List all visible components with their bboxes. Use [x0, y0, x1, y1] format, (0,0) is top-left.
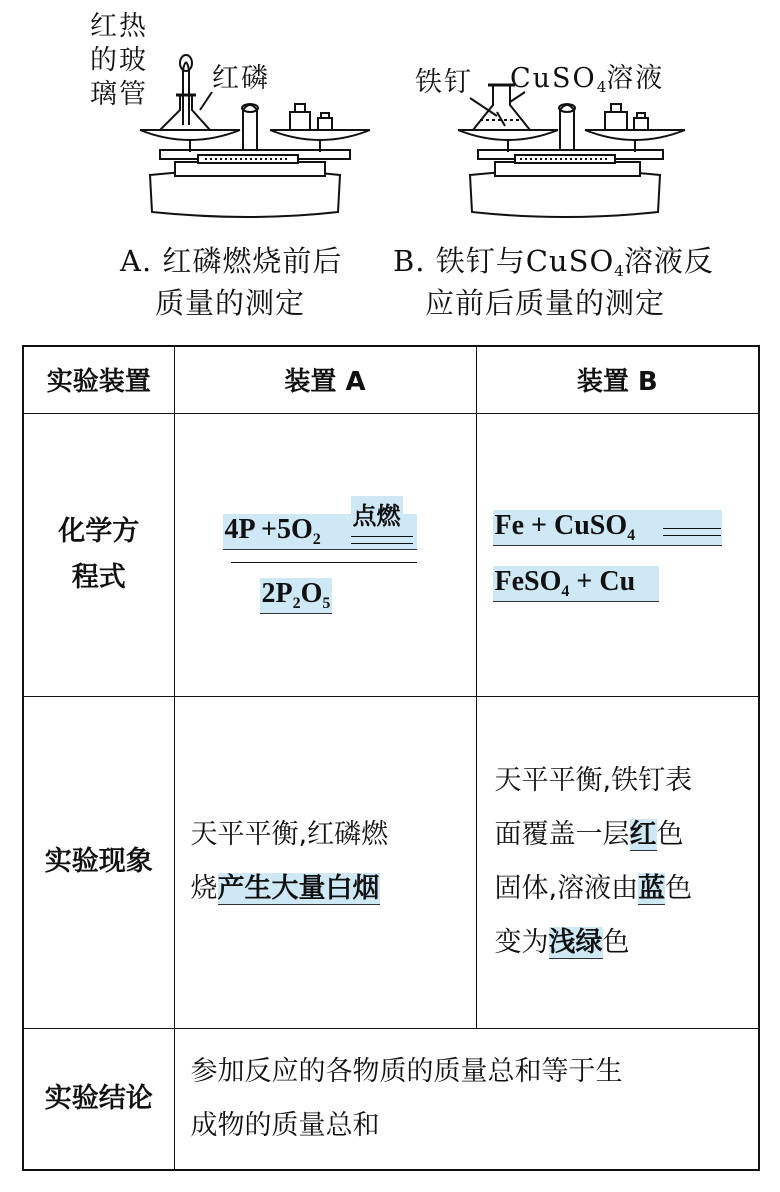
equation-a-equals-sign: [351, 536, 413, 544]
conclusion-row: [23, 1028, 759, 1170]
label-glass-tube-3: 璃管: [90, 79, 148, 110]
apparatus-figure: [0, 0, 780, 340]
phenomenon-a: 天平平衡,红磷燃 烧产生大量白烟: [174, 696, 476, 1028]
label-red-phosphorus: 红磷: [212, 63, 270, 94]
equation-a-fraction-line: [231, 562, 417, 563]
header-apparatus-b: 装置 B: [476, 346, 759, 413]
label-iron-nail: 铁钉: [415, 67, 473, 98]
conclusion-label: 实验结论: [23, 1028, 174, 1170]
phenomenon-row: [23, 696, 759, 1028]
caption-a-line1: A. 红磷燃烧前后: [120, 244, 343, 278]
label-glass-tube-1: 红热: [90, 11, 148, 42]
label-cuso4-solution: CuSO$_4$溶液: [510, 63, 665, 96]
equation-b: [476, 413, 759, 696]
equation-b-reactants: Fe + CuSO$_4$: [493, 510, 722, 546]
equation-b-equals-sign: [663, 528, 721, 536]
caption-a-line2: 质量的测定: [155, 286, 306, 320]
header-row: [23, 346, 759, 413]
experiment-table: [22, 345, 760, 1171]
equation-label: 化学方 程式: [23, 413, 174, 696]
caption-b-line2: 应前后质量的测定: [425, 286, 666, 320]
phenomenon-label: 实验现象: [23, 696, 174, 1028]
equation-b-products: FeSO$_4$ + Cu: [493, 566, 659, 602]
header-apparatus-a: 装置 A: [174, 346, 476, 413]
equation-a-products: $2P_2O_5$: [261, 577, 331, 612]
equation-a-condition: 点燃: [351, 496, 403, 531]
header-apparatus: 实验装置: [23, 346, 174, 413]
balance-b-drawing: [458, 85, 685, 217]
phenomenon-b: 天平平衡,铁钉表 面覆盖一层红色 固体,溶液由蓝色 变为浅绿色: [476, 696, 759, 1028]
label-glass-tube-2: 的玻: [90, 45, 148, 76]
caption-b-line1: B. 铁钉与CuSO$_4$溶液反: [393, 244, 714, 280]
equation-a-reactants: $4P +5O_2$: [223, 514, 417, 550]
equation-row: [23, 413, 759, 696]
conclusion-text: 参加反应的各物质的质量总和等于生 成物的质量总和: [174, 1028, 759, 1170]
equation-a: [174, 413, 476, 696]
